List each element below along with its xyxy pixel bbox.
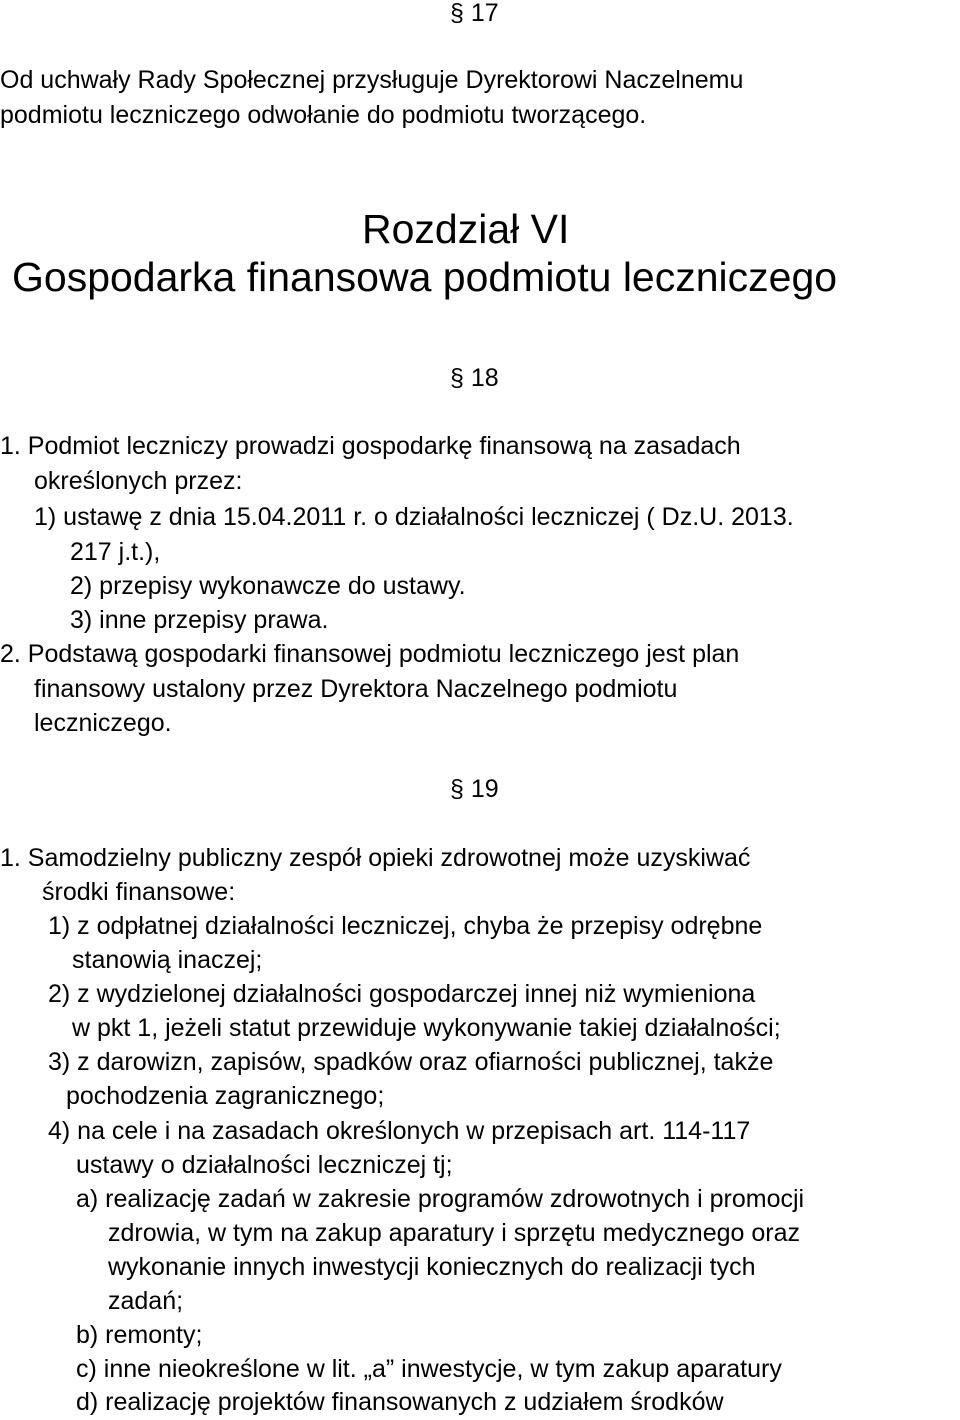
section-17-text-line-1: Od uchwały Rady Społecznej przysługuje Dyrektorowi Naczelnemu: [0, 66, 744, 94]
section-18-sub-1-line-1: 1) ustawę z dnia 15.04.2011 r. o działalności leczniczej ( Dz.U. 2013.: [34, 503, 794, 531]
chapter-title: Rozdział VI: [362, 206, 570, 252]
section-17-heading: § 17: [450, 0, 499, 27]
section-19-sub-4-line-2: ustawy o działalności leczniczej tj;: [76, 1151, 453, 1179]
section-18-sub-3: 3) inne przepisy prawa.: [70, 606, 329, 634]
section-18-item-1-line-1: 1. Podmiot leczniczy prowadzi gospodarkę finansową na zasadach: [0, 432, 741, 460]
section-18-sub-1-line-2: 217 j.t.),: [70, 538, 161, 566]
section-19-sub-a-line-4: zadań;: [108, 1287, 184, 1315]
section-19-sub-c: c) inne nieokreślone w lit. „a” inwestycje, w tym zakup aparatury: [76, 1355, 782, 1383]
section-17-text-line-2: podmiotu leczniczego odwołanie do podmiotu tworzącego.: [0, 101, 647, 129]
section-19-item-1-line-1: 1. Samodzielny publiczny zespół opieki zdrowotnej może uzyskiwać: [0, 844, 751, 872]
section-18-item-2-line-2: finansowy ustalony przez Dyrektora Naczelnego podmiotu: [34, 675, 678, 703]
section-19-sub-1-line-2: stanowią inaczej;: [72, 946, 263, 974]
section-19-sub-2-line-2: w pkt 1, jeżeli statut przewiduje wykonywanie takiej działalności;: [72, 1014, 781, 1042]
section-19-sub-4-line-1: 4) na cele i na zasadach określonych w przepisach art. 114-117: [48, 1117, 751, 1145]
section-18-sub-2: 2) przepisy wykonawcze do ustawy.: [70, 572, 466, 600]
section-19-heading: § 19: [450, 775, 499, 803]
section-19-sub-1-line-1: 1) z odpłatnej działalności leczniczej, chyba że przepisy odrębne: [48, 912, 763, 940]
section-19-sub-2-line-1: 2) z wydzielonej działalności gospodarczej innej niż wymieniona: [48, 980, 756, 1008]
section-19-sub-3-line-2: pochodzenia zagranicznego;: [66, 1082, 385, 1110]
chapter-subtitle: Gospodarka finansowa podmiotu leczniczego: [12, 254, 838, 300]
section-18-heading: § 18: [450, 364, 499, 392]
section-18-item-2-line-1: 2. Podstawą gospodarki finansowej podmiotu leczniczego jest plan: [0, 640, 740, 668]
section-19-item-1-line-2: środki finansowe:: [42, 878, 236, 906]
section-18-item-2-line-3: leczniczego.: [34, 709, 172, 737]
section-19-sub-3-line-1: 3) z darowizn, zapisów, spadków oraz ofiarności publicznej, także: [48, 1048, 774, 1076]
section-18-item-1-line-2: określonych przez:: [34, 467, 243, 495]
section-19-sub-a-line-1: a) realizację zadań w zakresie programów zdrowotnych i promocji: [76, 1185, 805, 1213]
section-19-sub-d: d) realizację projektów finansowanych z udziałem środków: [76, 1388, 724, 1416]
section-19-sub-b: b) remonty;: [76, 1321, 203, 1349]
section-19-sub-a-line-2: zdrowia, w tym na zakup aparatury i sprzętu medycznego oraz: [108, 1219, 800, 1247]
section-19-sub-a-line-3: wykonanie innych inwestycji koniecznych do realizacji tych: [108, 1253, 756, 1281]
